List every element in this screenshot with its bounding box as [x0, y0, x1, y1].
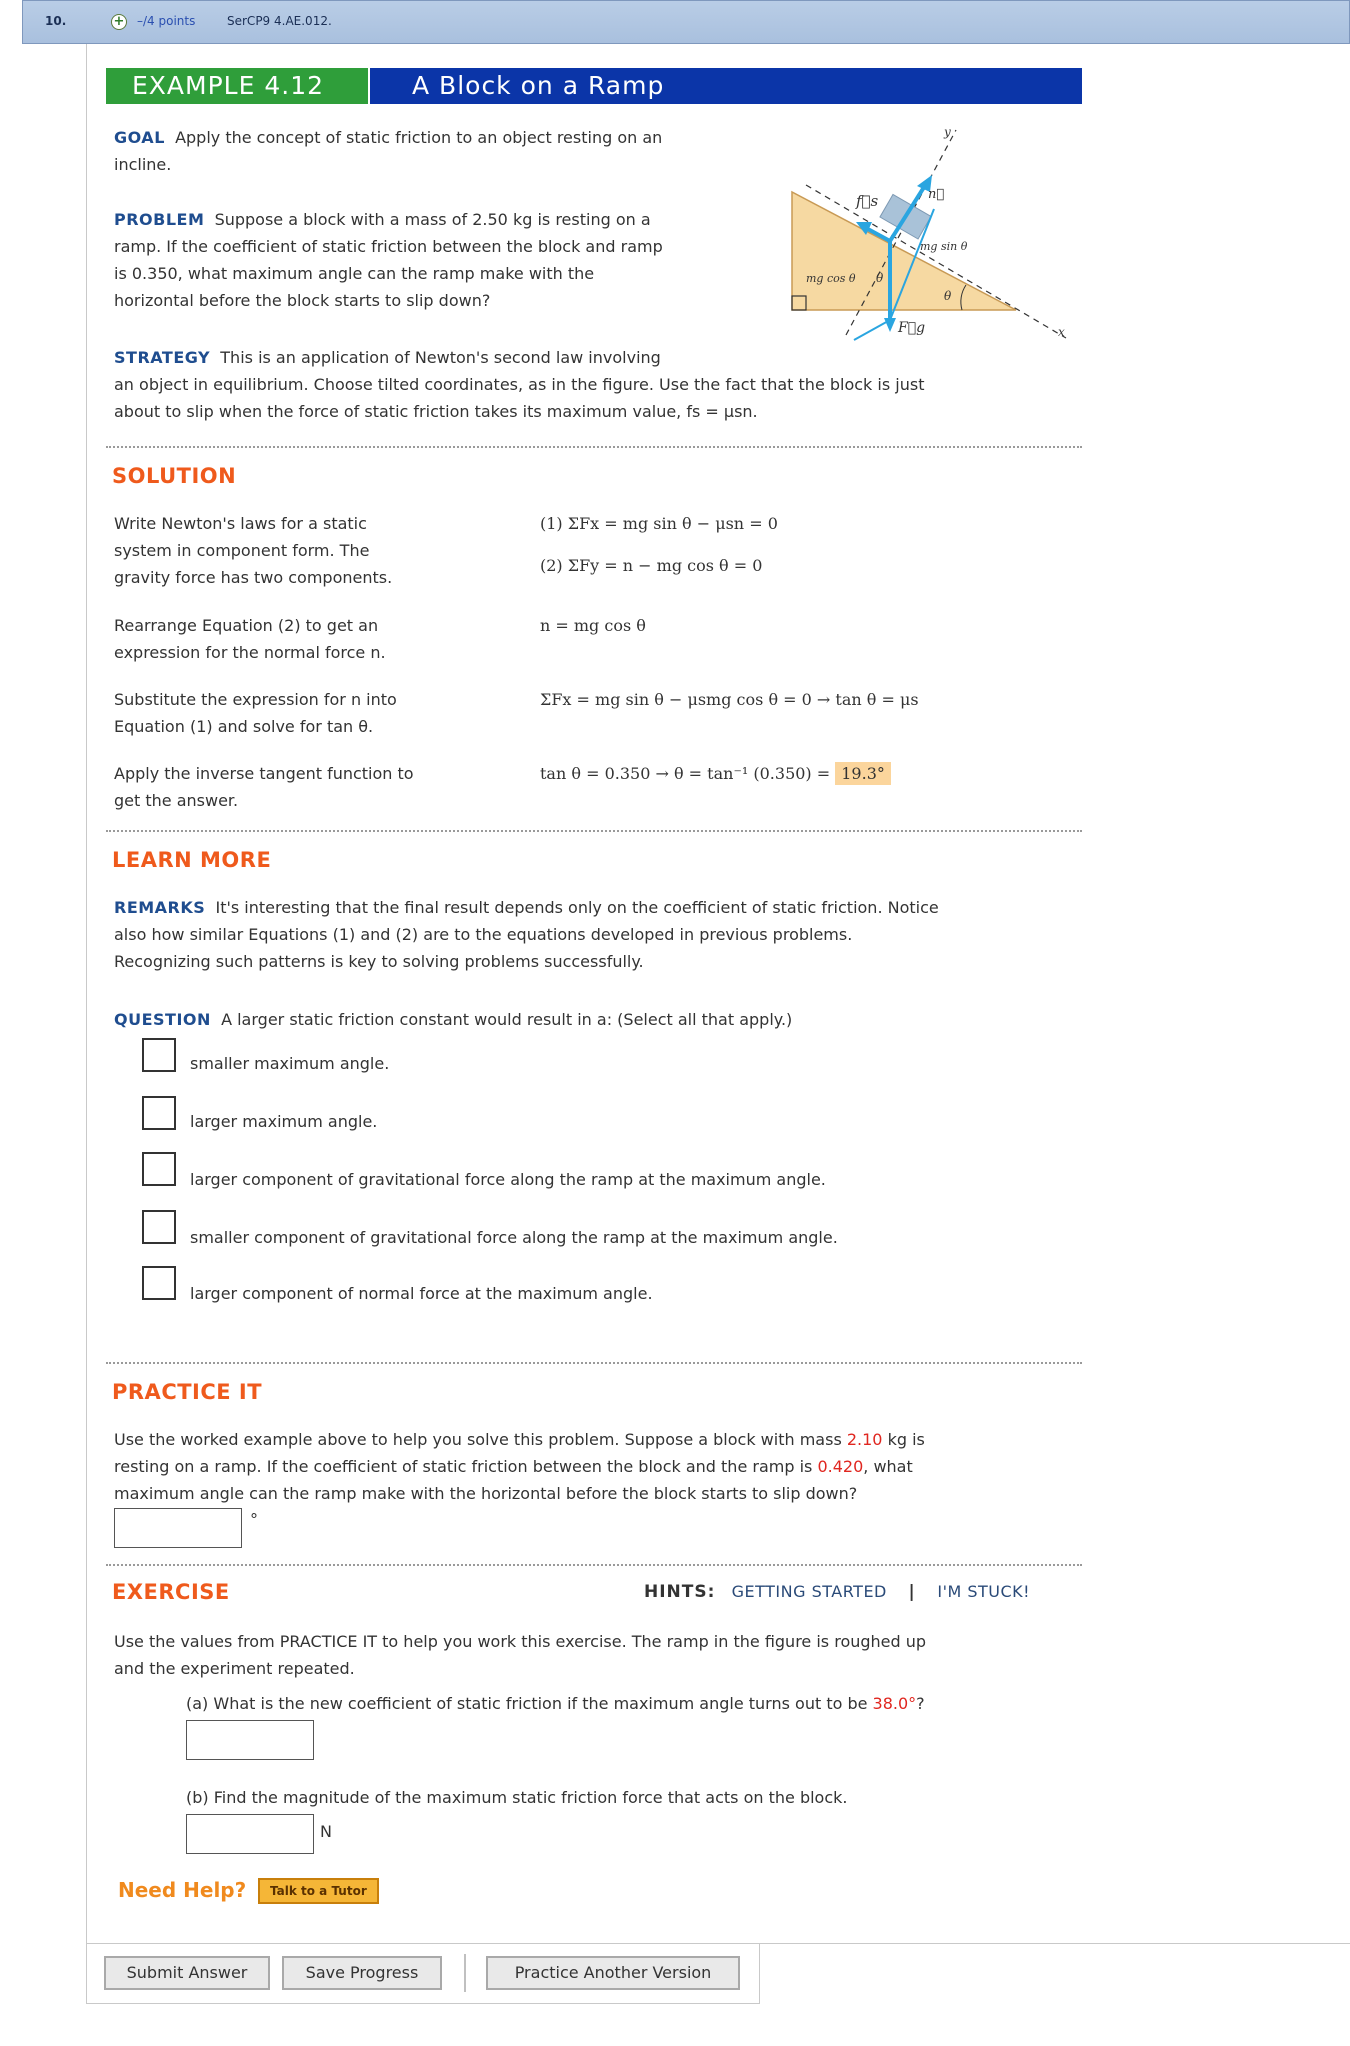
divider [106, 830, 1082, 832]
example-label: EXAMPLE 4.12 [106, 68, 368, 104]
option-label-3: larger component of gravitational force along the ramp at the maximum angle. [190, 1170, 826, 1189]
exercise-part-b: (b) Find the magnitude of the maximum static friction force that acts on the block. [186, 1788, 848, 1807]
question-header-bar [22, 0, 1350, 44]
problem-line4: horizontal before the block starts to slip down? [114, 291, 491, 310]
option-checkbox-4[interactable] [142, 1210, 176, 1244]
divider [106, 446, 1082, 448]
part-b-unit: N [320, 1822, 332, 1841]
solution-heading: SOLUTION [112, 464, 237, 488]
solution-step4-equation [540, 760, 891, 787]
step4-equation-text: tan θ = 0.350 → θ = tan⁻¹ (0.350) = [540, 764, 836, 783]
part-a-coefficient-input[interactable] [186, 1720, 314, 1760]
need-help-label: Need Help? [118, 1878, 247, 1902]
practice-line3: maximum angle can the ramp make with the horizontal before the block starts to slip down? [114, 1484, 858, 1503]
example-title-bar [106, 68, 1082, 104]
practice-another-version-button[interactable]: Practice Another Version [486, 1956, 740, 1990]
goal-paragraph [114, 124, 774, 178]
hint-getting-started-link[interactable]: GETTING STARTED [731, 1582, 887, 1601]
option-label-2: larger maximum angle. [190, 1112, 378, 1131]
practice-line2b: , what [863, 1457, 913, 1476]
goal-line1: Apply the concept of static friction to an object resting on an [175, 128, 663, 147]
practice-line1b: kg is [882, 1430, 925, 1449]
practice-degree-unit: ° [250, 1510, 258, 1529]
practice-line1a: Use the worked example above to help you solve this problem. Suppose a block with mass [114, 1430, 847, 1449]
step1-line2: system in component form. The [114, 541, 370, 560]
solution-step1-equations [540, 510, 778, 579]
exercise-line1: Use the values from PRACTICE IT to help you work this exercise. The ramp in the figure is roughed up [114, 1632, 927, 1651]
hints-bar [644, 1582, 1030, 1602]
x-label: x [1058, 325, 1065, 339]
n-label: n⃗ [928, 187, 945, 202]
remarks-paragraph [114, 894, 1084, 975]
fs-label: f⃗s [856, 192, 879, 210]
goal-line2: incline. [114, 155, 172, 174]
fg-label: F⃗g [898, 320, 926, 336]
step2-line1: Rearrange Equation (2) to get an [114, 616, 379, 635]
question-keyword: QUESTION [114, 1010, 211, 1029]
step1-line3: gravity force has two components. [114, 568, 393, 587]
practice-angle-input[interactable] [114, 1508, 242, 1548]
divider [106, 1362, 1082, 1364]
practice-heading: PRACTICE IT [112, 1380, 263, 1404]
hints-label: HINTS: [644, 1582, 716, 1602]
answer-highlight: 19.3° [835, 762, 891, 785]
theta-label-block: θ [876, 271, 884, 285]
y-label: y [944, 125, 951, 139]
practice-mass-value: 2.10 [846, 1430, 883, 1449]
exercise-line2: and the experiment repeated. [114, 1659, 355, 1678]
strategy-line2: an object in equilibrium. Choose tilted coordinates, as in the figure. Use the fact that the block is just [114, 375, 925, 394]
step3-line2: Equation (1) and solve for tan θ. [114, 717, 374, 736]
talk-to-tutor-button[interactable]: Talk to a Tutor [258, 1878, 379, 1904]
divider [106, 1564, 1082, 1566]
step4-line1: Apply the inverse tangent function to [114, 764, 414, 783]
part-a-angle-value: 38.0° [872, 1694, 917, 1713]
expand-plus-icon[interactable]: + [111, 14, 127, 30]
strategy-line1: This is an application of Newton's second law involving [220, 348, 661, 367]
option-checkbox-3[interactable] [142, 1152, 176, 1186]
practice-line2a: resting on a ramp. If the coefficient of static friction between the block and the ramp is [114, 1457, 818, 1476]
question-paragraph [114, 1006, 1084, 1033]
strategy-line3: about to slip when the force of static friction takes its maximum value, fs = μsn. [114, 402, 758, 421]
strategy-keyword: STRATEGY [114, 348, 211, 367]
step4-line2: get the answer. [114, 791, 239, 810]
step3-line1: Substitute the expression for n into [114, 690, 397, 709]
part-b-force-input[interactable] [186, 1814, 314, 1854]
problem-code: SerCP9 4.AE.012. [227, 14, 332, 28]
exercise-heading: EXERCISE [112, 1580, 230, 1604]
remarks-keyword: REMARKS [114, 898, 206, 917]
question-number: 10. [45, 14, 67, 28]
problem-line3: is 0.350, what maximum angle can the ramp make with the [114, 264, 595, 283]
points-label: –/4 points [137, 14, 196, 28]
option-checkbox-1[interactable] [142, 1038, 176, 1072]
submit-answer-button[interactable]: Submit Answer [104, 1956, 270, 1990]
part-a-end: ? [916, 1694, 925, 1713]
option-label-1: smaller maximum angle. [190, 1054, 390, 1073]
solution-step2-equation: n = mg cos θ [540, 616, 646, 635]
mgcos-label: mg cos θ [806, 272, 856, 285]
practice-mu-value: 0.420 [817, 1457, 864, 1476]
option-checkbox-2[interactable] [142, 1096, 176, 1130]
mgsin-label: mg sin θ [920, 240, 968, 253]
problem-line1: Suppose a block with a mass of 2.50 kg is resting on a [214, 210, 651, 229]
solution-step4-text [114, 760, 434, 814]
step1-line1: Write Newton's laws for a static [114, 514, 367, 533]
solution-step1-text [114, 510, 434, 591]
learn-more-heading: LEARN MORE [112, 848, 272, 872]
solution-step3-text [114, 686, 434, 740]
problem-line2: ramp. If the coefficient of static friction between the block and ramp [114, 237, 663, 256]
option-label-5: larger component of normal force at the maximum angle. [190, 1284, 653, 1303]
practice-paragraph [114, 1426, 1084, 1507]
hint-separator: | [908, 1582, 916, 1602]
exercise-part-a [186, 1690, 1086, 1717]
example-title: A Block on a Ramp [370, 68, 1082, 104]
remarks-line3: Recognizing such patterns is key to solving problems successfully. [114, 952, 644, 971]
solution-step2-text [114, 612, 434, 666]
ramp-figure [786, 120, 1086, 342]
part-a-text: (a) What is the new coefficient of static friction if the maximum angle turns out to be [186, 1694, 873, 1713]
problem-paragraph [114, 206, 774, 314]
step2-line2: expression for the normal force n. [114, 643, 386, 662]
save-progress-button[interactable]: Save Progress [282, 1956, 442, 1990]
mgcos-component [854, 320, 890, 340]
option-label-4: smaller component of gravitational force along the ramp at the maximum angle. [190, 1228, 838, 1247]
remarks-line2: also how similar Equations (1) and (2) are to the equations developed in previous problems. [114, 925, 853, 944]
solution-step3-equation: ΣFx = mg sin θ − μsmg cos θ = 0 → tan θ = μs [540, 690, 919, 709]
button-separator [464, 1954, 466, 1992]
question-text: A larger static friction constant would result in a: (Select all that apply.) [221, 1010, 793, 1029]
remarks-line1: It's interesting that the final result depends only on the coefficient of static friction. Notice [215, 898, 939, 917]
strategy-paragraph [114, 344, 1074, 425]
exercise-paragraph [114, 1628, 1084, 1682]
theta-label-ramp: θ [944, 289, 952, 303]
equation-2: (2) ΣFy = n − mg cos θ = 0 [540, 556, 763, 575]
hint-im-stuck-link[interactable]: I'M STUCK! [937, 1582, 1031, 1601]
option-checkbox-5[interactable] [142, 1266, 176, 1300]
equation-1: (1) ΣFx = mg sin θ − μsn = 0 [540, 514, 778, 533]
problem-keyword: PROBLEM [114, 210, 205, 229]
goal-keyword: GOAL [114, 128, 165, 147]
